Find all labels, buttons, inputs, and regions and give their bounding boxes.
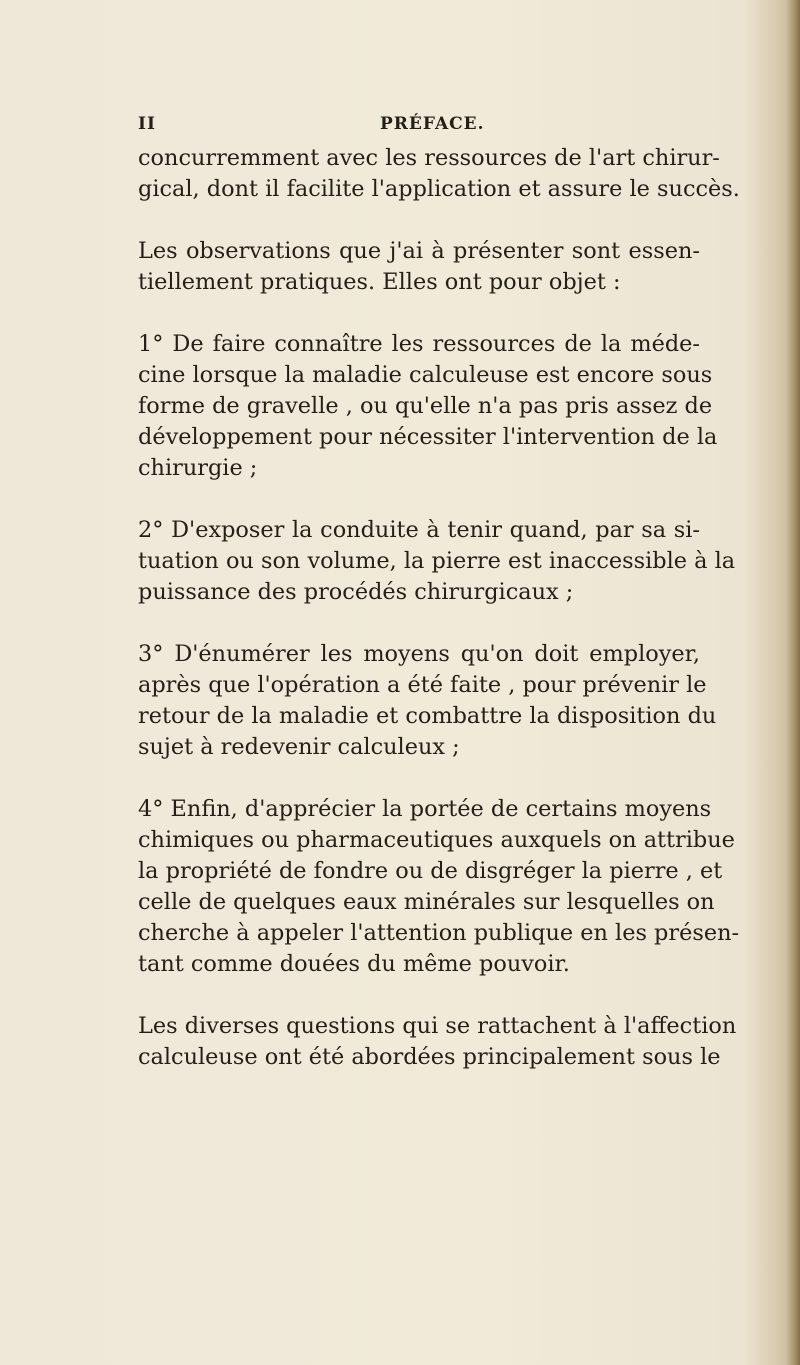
paragraph <box>138 1011 737 1073</box>
text-line: développement pour nécessiter l'intervention de la <box>138 424 718 450</box>
paragraph-item-4 <box>138 794 740 980</box>
text-line: puissance des procédés chirurgicaux ; <box>138 579 574 605</box>
text-line: calculeuse ont été abordées principalement sous le <box>138 1044 721 1070</box>
body-text <box>138 143 740 1073</box>
text-line: 4° Enfin, d'apprécier la portée de certains moyens <box>138 796 712 822</box>
text-line: concurremment avec les ressources de l'art chirur- <box>138 145 720 171</box>
paragraph <box>138 143 740 205</box>
text-line: Les observations que j'ai à présenter sont essen- <box>138 238 700 264</box>
text-line: gical, dont il facilite l'application et assure le succès. <box>138 176 740 202</box>
text-line: la propriété de fondre ou de disgréger la pierre , et <box>138 858 723 884</box>
text-line: forme de gravelle , ou qu'elle n'a pas pris assez de <box>138 393 713 419</box>
text-line: celle de quelques eaux minérales sur lesquelles on <box>138 889 715 915</box>
paragraph <box>138 236 700 298</box>
text-line: cine lorsque la maladie calculeuse est encore sous <box>138 362 713 388</box>
page-number: II <box>138 114 156 134</box>
text-line: sujet à redevenir calculeux ; <box>138 734 460 760</box>
text-line: cherche à appeler l'attention publique en les présen- <box>138 920 740 946</box>
text-line: tiellement pratiques. Elles ont pour objet : <box>138 269 621 295</box>
paragraph-item-1 <box>138 329 718 484</box>
text-line: 2° D'exposer la conduite à tenir quand, par sa si- <box>138 517 700 543</box>
text-line: 1° De faire connaître les ressources de la méde- <box>138 331 700 357</box>
paragraph-item-2 <box>138 515 736 608</box>
text-line: après que l'opération a été faite , pour prévenir le <box>138 672 707 698</box>
running-title: PRÉFACE. <box>380 114 485 134</box>
running-head <box>138 114 698 138</box>
page-edge-shadow <box>786 0 800 1365</box>
text-line: chimiques ou pharmaceutiques auxquels on attribue <box>138 827 735 853</box>
text-line: tuation ou son volume, la pierre est inaccessible à la <box>138 548 736 574</box>
text-line: tant comme douées du même pouvoir. <box>138 951 570 977</box>
text-line: chirurgie ; <box>138 455 258 481</box>
text-line: retour de la maladie et combattre la disposition du <box>138 703 717 729</box>
paragraph-item-3 <box>138 639 717 763</box>
text-line: 3° D'énumérer les moyens qu'on doit employer, <box>138 641 700 667</box>
text-line: Les diverses questions qui se rattachent à l'affection <box>138 1013 737 1039</box>
